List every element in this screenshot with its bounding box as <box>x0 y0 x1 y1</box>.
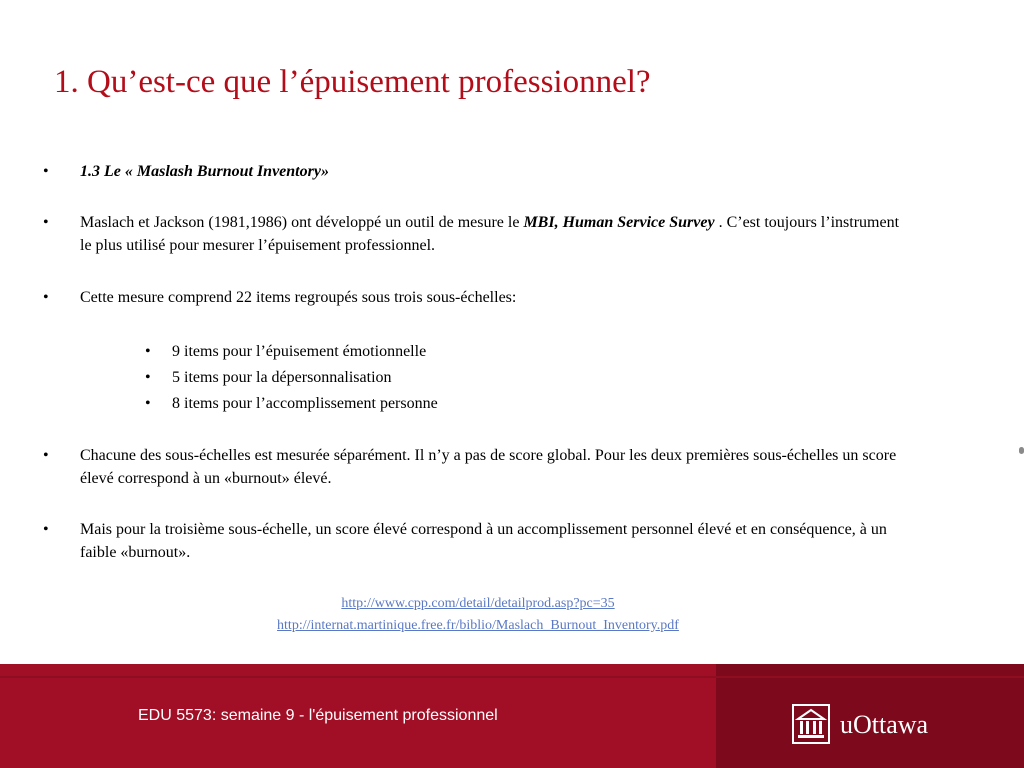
sub-bullet-text: 9 items pour l’épuisement émotionnelle <box>172 343 427 360</box>
bullet-emphasis: MBI, Human Service Survey <box>523 214 715 231</box>
bullet-marker: • <box>43 163 49 180</box>
bullet-marker: • <box>145 343 151 360</box>
reference-links <box>0 593 956 637</box>
bullet-text-after: . C’est toujours l’instrument le plus utilisé pour mesurer l’épuisement professionnel. <box>80 214 900 254</box>
bullet-marker: • <box>43 289 49 306</box>
cpp-link[interactable]: http://www.cpp.com/detail/detailprod.asp?pc=35 <box>341 596 615 611</box>
footer-divider <box>0 676 1024 678</box>
martinique-pdf-link[interactable]: http://internat.martinique.free.fr/biblio/Maslach_Burnout_Inventory.pdf <box>277 618 679 633</box>
bullet-marker: • <box>43 521 49 538</box>
slide-title: 1. Qu’est-ce que l’épuisement professionnel? <box>54 64 651 100</box>
bullet-text: 1.3 Le « Maslash Burnout Inventory» <box>80 163 329 180</box>
footer-course-title: EDU 5573: semaine 9 - l'épuisement professionnel <box>138 707 498 724</box>
bullet-marker: • <box>145 369 151 386</box>
bullet-text: Cette mesure comprend 22 items regroupés sous trois sous-échelles: <box>80 289 517 306</box>
bullet-marker: • <box>43 447 49 464</box>
sub-bullet-text: 5 items pour la dépersonnalisation <box>172 369 392 386</box>
uottawa-logo-text: uOttawa <box>840 710 929 739</box>
bullet-marker: • <box>145 395 151 412</box>
edge-mark <box>1019 447 1024 454</box>
sub-bullet-text: 8 items pour l’accomplissement personne <box>172 395 438 412</box>
bullet-text-before: Maslach et Jackson (1981,1986) ont développé un outil de mesure le <box>80 214 524 231</box>
bullet-text: Chacune des sous-échelles est mesurée séparément. Il n’y a pas de score global. Pour les deux premières sous-échelles un score élevé correspond à un «burnout» élevé. <box>80 447 897 487</box>
bullet-marker: • <box>43 214 49 231</box>
university-building-icon <box>792 704 830 744</box>
bullet-text: Mais pour la troisième sous-échelle, un score élevé correspond à un accomplissement personnel élevé et en conséquence, à un faible «burnout». <box>80 521 887 561</box>
bullet-text <box>80 211 910 257</box>
